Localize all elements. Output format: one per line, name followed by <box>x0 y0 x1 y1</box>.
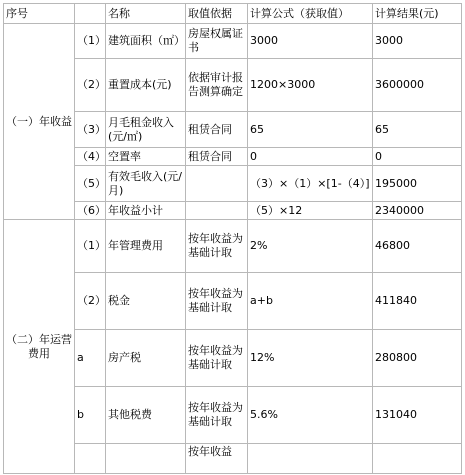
row-no <box>75 444 106 474</box>
row-name: 年收益小计 <box>106 202 186 220</box>
row-no: （2） <box>75 59 106 112</box>
row-formula <box>248 444 373 474</box>
row-name: 税金 <box>106 273 186 330</box>
row-result: 46800 <box>373 220 462 273</box>
row-basis: 租赁合同 <box>186 112 248 148</box>
row-basis: 房屋权属证书 <box>186 24 248 59</box>
row-formula: （5）×12 <box>248 202 373 220</box>
header-result: 计算结果(元) <box>373 4 462 24</box>
row-formula: 3000 <box>248 24 373 59</box>
table-row <box>4 24 462 59</box>
header-name: 名称 <box>106 4 186 24</box>
row-no: （2） <box>75 273 106 330</box>
row-no: （1） <box>75 220 106 273</box>
row-formula: 65 <box>248 112 373 148</box>
row-name: 月毛租金收入(元/㎡) <box>106 112 186 148</box>
row-basis: 按年收益为基础计取 <box>186 330 248 387</box>
row-name: 房产税 <box>106 330 186 387</box>
row-basis <box>186 202 248 220</box>
header-empty <box>75 4 106 24</box>
row-result: 65 <box>373 112 462 148</box>
header-basis: 取值依据 <box>186 4 248 24</box>
row-formula: a+b <box>248 273 373 330</box>
row-no: （6） <box>75 202 106 220</box>
row-name: 重置成本(元) <box>106 59 186 112</box>
row-basis: 按年收益为基础计取 <box>186 387 248 444</box>
row-formula: 12% <box>248 330 373 387</box>
row-name: 年管理费用 <box>106 220 186 273</box>
row-result: 3000 <box>373 24 462 59</box>
table-row <box>4 220 462 273</box>
row-basis: 按年收益 <box>186 444 248 474</box>
row-name: 有效毛收入(元/月) <box>106 166 186 202</box>
row-basis: 按年收益为基础计取 <box>186 220 248 273</box>
row-no: b <box>75 387 106 444</box>
group-annual-income: （一）年收益 <box>4 24 75 220</box>
row-basis: 依据审计报告测算确定 <box>186 59 248 112</box>
valuation-table <box>3 3 462 474</box>
row-no: a <box>75 330 106 387</box>
row-formula: 1200×3000 <box>248 59 373 112</box>
header-seq: 序号 <box>4 4 75 24</box>
row-name: 其他税费 <box>106 387 186 444</box>
header-formula: 计算公式（获取值） <box>248 4 373 24</box>
row-no: （5） <box>75 166 106 202</box>
row-basis: 按年收益为基础计取 <box>186 273 248 330</box>
row-result: 280800 <box>373 330 462 387</box>
row-result: 3600000 <box>373 59 462 112</box>
row-no: （4） <box>75 148 106 166</box>
header-row <box>4 4 462 24</box>
row-formula: （3）×（1）×[1-（4）] <box>248 166 373 202</box>
row-result <box>373 444 462 474</box>
row-result: 2340000 <box>373 202 462 220</box>
row-basis: 租赁合同 <box>186 148 248 166</box>
row-name: 空置率 <box>106 148 186 166</box>
row-formula: 5.6% <box>248 387 373 444</box>
row-name <box>106 444 186 474</box>
row-formula: 0 <box>248 148 373 166</box>
row-name: 建筑面积（㎡） <box>106 24 186 59</box>
row-result: 131040 <box>373 387 462 444</box>
row-formula: 2% <box>248 220 373 273</box>
row-result: 0 <box>373 148 462 166</box>
row-no: （3） <box>75 112 106 148</box>
row-result: 411840 <box>373 273 462 330</box>
row-result: 195000 <box>373 166 462 202</box>
group-annual-operating-cost: （二）年运营费用 <box>4 220 75 474</box>
row-no: （1） <box>75 24 106 59</box>
row-basis <box>186 166 248 202</box>
